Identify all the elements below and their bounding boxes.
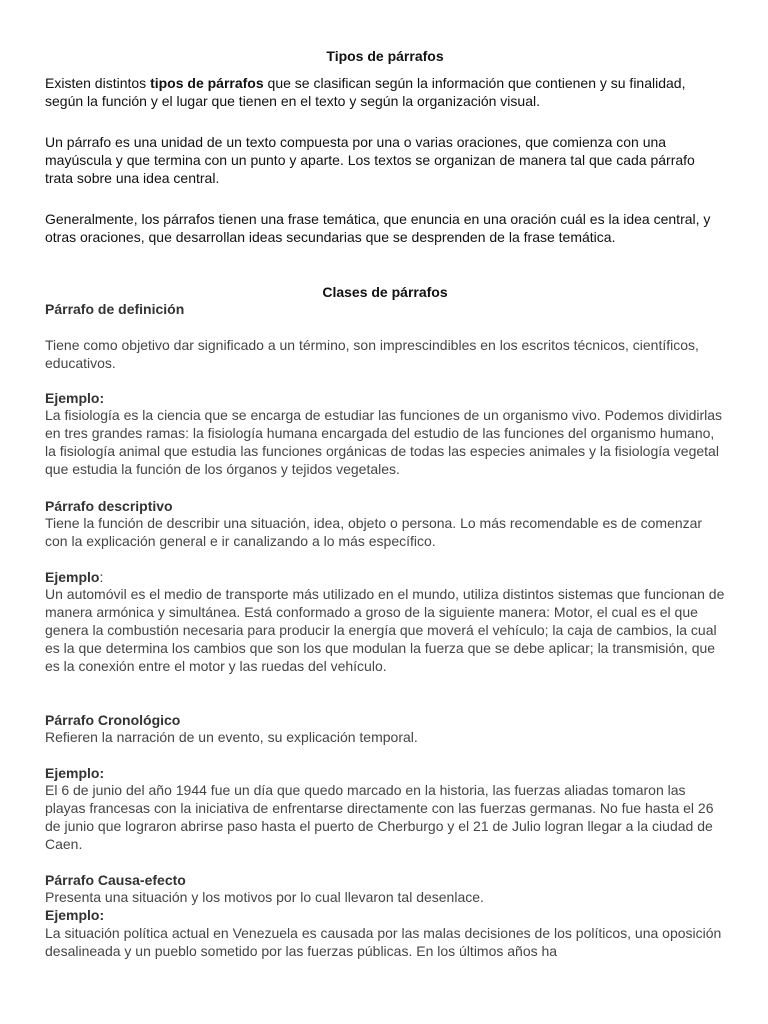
example-text-cause-effect: La situación política actual en Venezuela es causada por las malas decisiones de los políticos, una oposición desalineada y un pueblo sometido por las fuerzas públicas. En los últimos años ha	[45, 925, 722, 959]
section-description-chronological: Refieren la narración de un evento, su explicación temporal.	[45, 729, 418, 745]
example-label-definition	[45, 389, 725, 407]
document-title: Tipos de párrafos	[326, 48, 444, 64]
example-text-definition: La fisiología es la ciencia que se encarga de estudiar las funciones de un organismo vivo. Podemos dividirlas en tres grandes ramas: la fisiología humana encargada del estudio de las funciones del organismo humano, la fisiología animal que estudia las funciones orgánicas de todas las especies animales y la fisiología vegetal que estudia la función de los órganos y tejidos vegetales.	[45, 407, 723, 477]
example-label-descriptive	[45, 568, 725, 586]
section-title: Clases de párrafos	[322, 284, 448, 300]
section-heading-chronological: Párrafo Cronológico	[45, 712, 181, 728]
section-heading-descriptive: Párrafo descriptivo	[45, 498, 173, 514]
section-description-definition: Tiene como objetivo dar significado a un término, son imprescindibles en los escritos técnicos, científicos, educativos.	[45, 337, 699, 371]
example-text-descriptive: Un automóvil es el medio de transporte más utilizado en el mundo, utiliza distintos sistemas que funcionan de manera armónica y simultánea. Está conformado a groso de la siguiente manera: Motor, el cual es el que genera la combustión necesaria para producir la energía que moverá el vehículo; la caja de cambios, la cual es la que determina los cambios que son los que modulan la fuerza que se debe aplicar; la transmisión, que es la conexión entre el motor y las ruedas del vehículo.	[45, 586, 725, 674]
intro-paragraph	[45, 74, 725, 110]
section-description-cause-effect: Presenta una situación y los motivos por lo cual llevaron tal desenlace.	[45, 889, 484, 905]
example-label-tail: :	[99, 569, 104, 585]
section-heading-definition: Párrafo de definición	[45, 301, 185, 317]
example-label-cause-effect	[45, 906, 725, 924]
example-text-chronological: El 6 de junio del año 1944 fue un día que quedo marcado en la historia, las fuerzas aliadas tomaron las playas francesas con la iniciativa de enfrentarse directamente con las fuerzas germanas. No fue hasta el 26 de junio que lograron abrirse paso hasta el puerto de Cherburgo y el 21 de Julio logran llegar a la ciudad de Caen.	[45, 782, 714, 852]
paragraph-definition: Un párrafo es una unidad de un texto compuesta por una o varias oraciones, que comienza con una mayúscula y que termina con un punto y aparte. Los textos se organizan de manera tal que cada párrafo trata sobre una idea central.	[45, 134, 695, 186]
intro-bold-term: tipos de párrafos	[150, 75, 264, 91]
example-label-text: Ejemplo:	[45, 765, 105, 781]
section-heading-cause-effect: Párrafo Causa-efecto	[45, 872, 186, 888]
paragraph-thematic: Generalmente, los párrafos tienen una frase temática, que enuncia en una oración cuál es la idea central, y otras oraciones, que desarrollan ideas secundarias que se desprenden de la frase temática.	[45, 211, 711, 245]
example-label-chronological	[45, 764, 725, 782]
example-label-text: Ejemplo:	[45, 907, 105, 923]
intro-text-after: que se clasifican según la información que contienen y su finalidad, según la función y el lugar que tienen en el texto y según la organización visual.	[45, 75, 686, 109]
intro-text-before: Existen distintos	[45, 75, 151, 91]
example-label-text: Ejemplo	[45, 569, 100, 585]
section-description-descriptive: Tiene la función de describir una situación, idea, objeto o persona. Lo más recomendable es de comenzar con la explicación general e ir canalizando a lo más específico.	[45, 515, 703, 549]
example-label-text: Ejemplo:	[45, 390, 105, 406]
